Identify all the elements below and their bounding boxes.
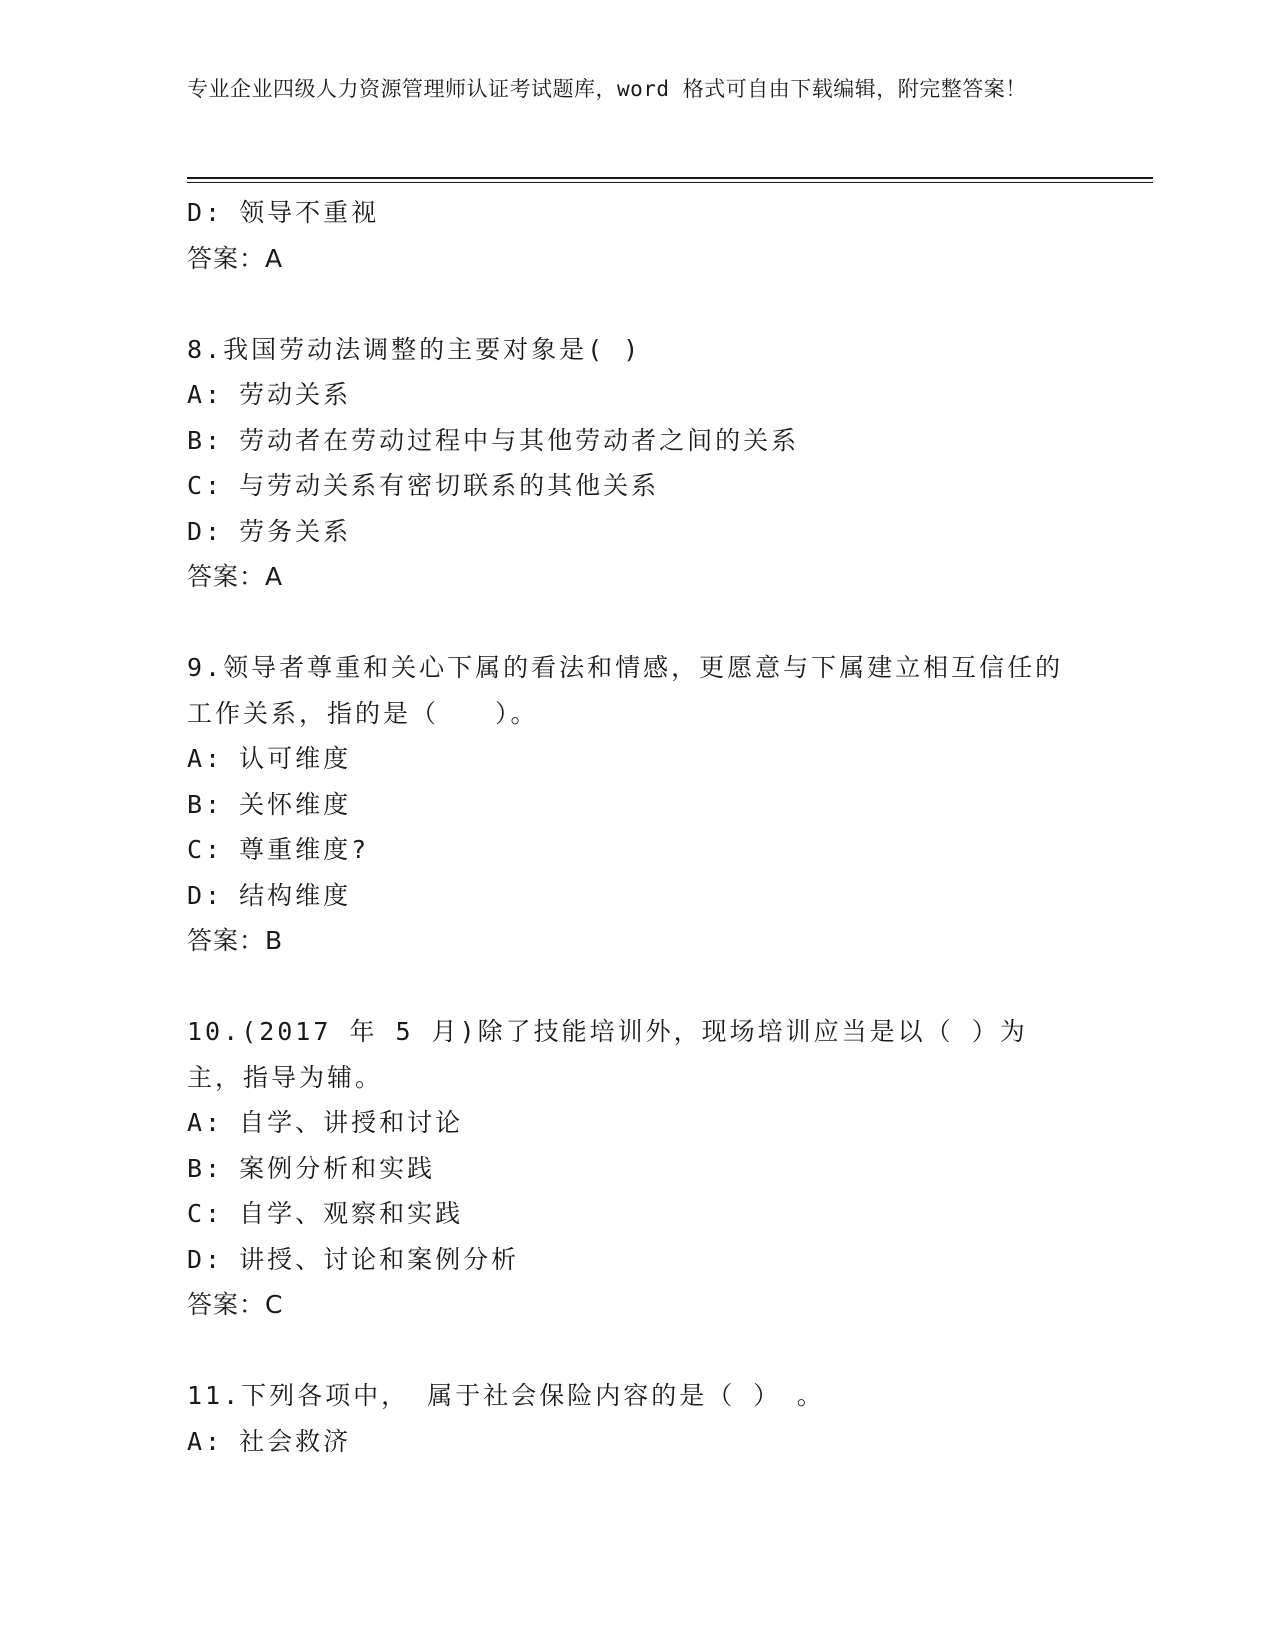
question-block-8: [187, 327, 1067, 600]
option-d: [187, 509, 1067, 555]
option-b: [187, 1146, 1067, 1192]
spacer: [187, 600, 1067, 646]
question-content: [187, 190, 1067, 1464]
spacer: [187, 964, 1067, 1010]
option-b: [187, 782, 1067, 828]
option-key: A:: [187, 380, 224, 409]
option-text: 劳动者在劳动过程中与其他劳动者之间的关系: [239, 425, 800, 455]
option-b: [187, 418, 1067, 464]
option-text: 讲授、讨论和案例分析: [239, 1244, 520, 1274]
question-stem: 8.我国劳动法调整的主要对象是( ): [187, 334, 642, 364]
option-key: C:: [187, 835, 224, 864]
question-stem: 9.领导者尊重和关心下属的看法和情感，更愿意与下属建立相互信任的工作关系，指的是（ ）。: [187, 653, 1064, 728]
option-key: C:: [187, 471, 224, 500]
option-c: [187, 1191, 1067, 1237]
spacer: [187, 1328, 1067, 1374]
option-key: D:: [187, 880, 224, 910]
option-key: B:: [187, 425, 224, 455]
option-d: [187, 190, 1067, 236]
option-a: [187, 736, 1067, 782]
option-text: 尊重维度?: [239, 835, 370, 864]
spacer: [187, 281, 1067, 327]
option-c: [187, 827, 1067, 873]
option-c: [187, 463, 1067, 509]
option-key: A:: [187, 744, 224, 773]
option-text: 结构维度: [239, 880, 352, 910]
option-text: 关怀维度: [239, 789, 352, 819]
option-a: [187, 1100, 1067, 1146]
option-text: 领导不重视: [239, 198, 380, 227]
option-d: [187, 1237, 1067, 1283]
question-block-11: [187, 1373, 1067, 1464]
page-header: 专业企业四级人力资源管理师认证考试题库，word 格式可自由下载编辑，附完整答案！: [187, 77, 1027, 101]
option-key: A:: [187, 1426, 224, 1456]
answer-line: 答案：A: [187, 243, 284, 273]
option-a: [187, 1419, 1067, 1465]
option-key: D:: [187, 516, 224, 546]
question-stem: 11.下列各项中， 属于社会保险内容的是（ ） 。: [187, 1381, 825, 1410]
question-stem: 10.(2017 年 5 月)除了技能培训外，现场培训应当是以（ ）为主，指导为辅。: [187, 1017, 1028, 1092]
option-key: B:: [187, 789, 224, 819]
answer-line: 答案：A: [187, 562, 284, 591]
option-text: 与劳动关系有密切联系的其他关系: [239, 471, 660, 500]
option-text: 劳务关系: [239, 516, 352, 546]
option-text: 社会救济: [239, 1426, 352, 1456]
header-divider: [187, 177, 1153, 183]
option-key: C:: [187, 1199, 224, 1228]
option-text: 自学、观察和实践: [239, 1199, 464, 1228]
question-block-9: [187, 645, 1067, 964]
option-key: A:: [187, 1108, 224, 1137]
option-a: [187, 372, 1067, 418]
option-key: B:: [187, 1153, 224, 1183]
question-block-10: [187, 1009, 1067, 1328]
option-text: 劳动关系: [239, 380, 352, 409]
option-text: 自学、讲授和讨论: [239, 1108, 464, 1137]
option-key: D:: [187, 1244, 224, 1274]
option-key: D:: [187, 198, 224, 227]
answer-line: 答案：B: [187, 926, 284, 955]
answer-line: 答案：C: [187, 1290, 284, 1319]
option-text: 认可维度: [239, 744, 352, 773]
option-d: [187, 873, 1067, 919]
option-text: 案例分析和实践: [239, 1153, 436, 1183]
